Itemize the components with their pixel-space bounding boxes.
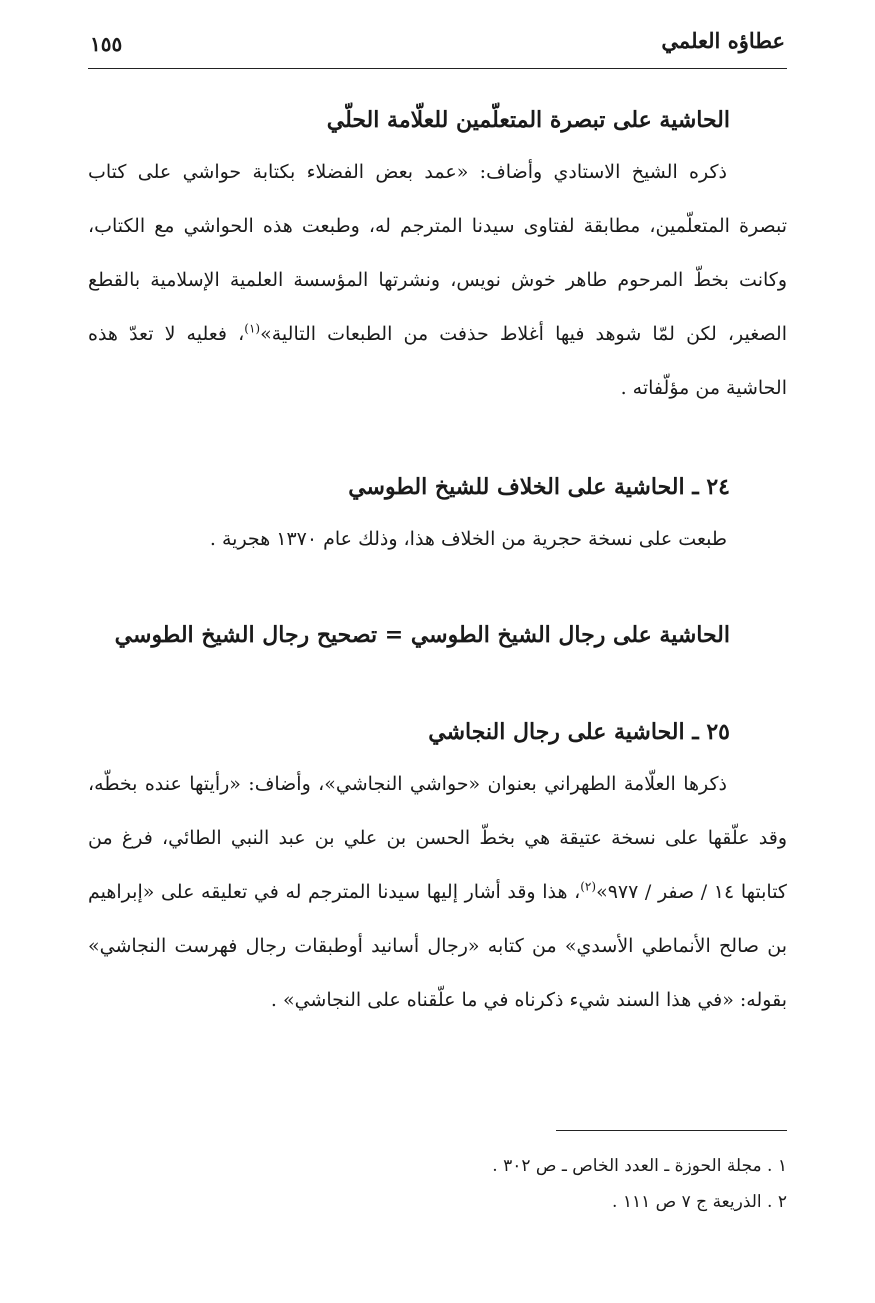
section-heading-rijal-najashi-hashiya: ٢٥ ـ الحاشية على رجال النجاشي: [428, 719, 730, 745]
header-divider: [88, 68, 787, 69]
footnote-ref-1: (١): [244, 321, 261, 336]
page-number: ١٥٥: [90, 32, 123, 56]
footnote-2: ٢ . الذريعة ج ٧ ص ١١١ .: [612, 1192, 787, 1212]
footnote-divider: [556, 1130, 787, 1131]
section-heading-khilaf-hashiya: ٢٤ ـ الحاشية على الخلاف للشيخ الطوسي: [348, 474, 730, 500]
page-body: [88, 95, 787, 1027]
paragraph-text-tail: ، هذا وقد أشار إليها سيدنا المترجم له في تعليقه على «إبراهيم بن صالح الأنماطي الأسدي» من كتابه «رجال أسانيد أوطبقات رجال فهرست النجاشي» بقوله: «في هذا السند شيء ذكرناه في ما علّقناه على النجاشي» .: [88, 881, 787, 1011]
footnote-1: ١ . مجلة الحوزة ـ العدد الخاص ـ ص ٣٠٢ .: [492, 1156, 787, 1176]
paragraph-text: ذكرها العلّامة الطهراني بعنوان «حواشي النجاشي»، وأضاف: «رأيتها عنده بخطّه، وقد علّقها على نسخة عتيقة هي بخطّ الحسن بن علي بن عبد النبي الطائي، فرغ من كتابتها ١٤ / صفر / ٩٧٧»: [88, 773, 787, 903]
paragraph-text-tail: ، فعليه لا تعدّ هذه الحاشية من مؤلّفاته .: [88, 323, 787, 399]
section-heading-rijal-tusi-hashiya: الحاشية على رجال الشيخ الطوسي = تصحيح رجال الشيخ الطوسي: [114, 622, 730, 648]
section-paragraph-rijal-najashi-hashiya: [88, 757, 787, 1027]
section-heading-tabsira-hashiya: الحاشية على تبصرة المتعلّمين للعلّامة الحلّي: [326, 107, 730, 133]
section-paragraph-khilaf-hashiya: طبعت على نسخة حجرية من الخلاف هذا، وذلك عام ١٣٧٠ هجرية .: [209, 528, 727, 550]
running-header-title: عطاؤه العلمي: [661, 28, 785, 53]
paragraph-text: ذكره الشيخ الاستادي وأضاف: «عمد بعض الفضلاء بكتابة حواشي على كتاب تبصرة المتعلّمين، مطابقة لفتاوى سيدنا المترجم له، وطبعت هذه الحواشي مع الكتاب، وكانت بخطّ المرحوم طاهر خوش نويس، ونشرتها المؤسسة العلمية الإسلامية بالقطع الصغير، لكن لمّا شوهد فيها أغلاط حذفت من الطبعات التالية»: [88, 161, 787, 345]
footnote-ref-2: (٢): [580, 879, 597, 894]
section-paragraph-tabsira-hashiya: [88, 145, 787, 415]
footnotes: [88, 1148, 787, 1220]
